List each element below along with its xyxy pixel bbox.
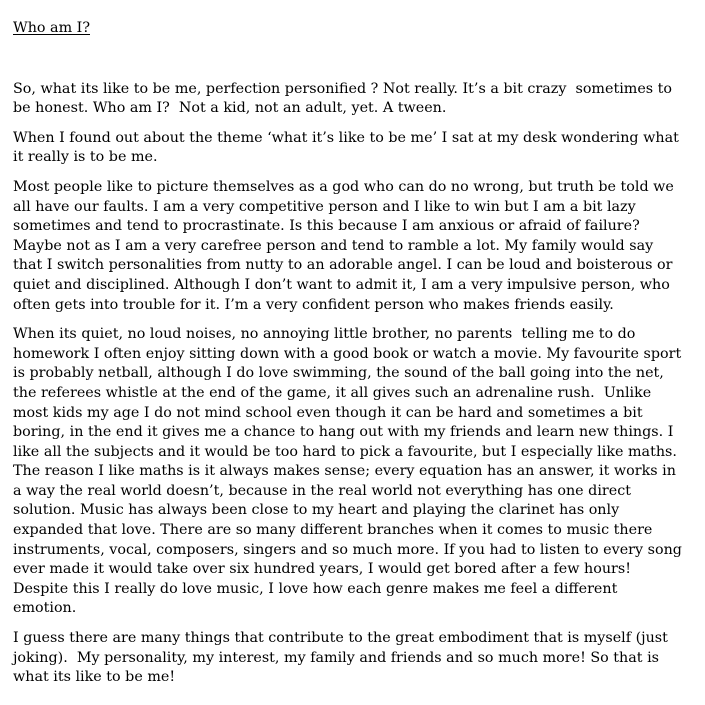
paragraph-intro: So, what its like to be me, perfection personified ? Not really. It’s a bit crazy sometimes to be honest. Who am I? Not a kid, not an adult, yet. A tween.	[13, 80, 677, 117]
paragraph-personality: Most people like to picture themselves as a god who can do no wrong, but truth be told we all have our faults. I am a very competitive person and I like to win but I am a bit lazy sometimes and tend to procrastinate. Is this because I am anxious or afraid of failure? Maybe not as I am a very carefree person and tend to ramble a lot. My family would say that I switch personalities from nutty to an adorable angel. I can be loud and boisterous or quiet and disciplined. Although I don’t want to admit it, I am a very impulsive person, who often gets into trouble for it. I’m a very confident person who makes friends easily.	[13, 178, 679, 313]
document-title: Who am I?	[13, 20, 90, 36]
document-page	[13, 19, 687, 698]
paragraph-conclusion: I guess there are many things that contribute to the great embodiment that is myself (just joking). My personality, my interest, my family and friends and so much more! So that is what its like to be me!	[13, 630, 673, 686]
paragraph-theme: When I found out about the theme ‘what it’s like to be me’ I sat at my desk wondering what it really is to be me.	[13, 129, 684, 166]
paragraph-interests: When its quiet, no loud noises, no annoying little brother, no parents telling me to do homework I often enjoy sitting down with a good book or watch a movie. My favourite sport is probably netball, although I do love swimming, the sound of the ball going into the net, the referees whistle at the end of the game, it all gives such an adrenaline rush. Unlike most kids my age I do not mind school even though it can be hard and sometimes a bit boring, in the end it gives me a chance to hang out with my friends and learn new things. I like all the subjects and it would be too hard to pick a favourite, but I especially like maths. The reason I like maths is it always makes sense; every equation has an answer, it works in a way the real world doesn’t, because in the real world not everything has one direct solution. Music has always been close to my heart and playing the clarinet has only expanded that love. There are so many different branches when it comes to music there instruments, vocal, composers, singers and so much more. If you had to listen to every song ever made it would take over six hundred years, I would get bored after a few hours! Despite this I really do love music, I love how each genre makes me feel a different emotion.	[13, 326, 687, 617]
